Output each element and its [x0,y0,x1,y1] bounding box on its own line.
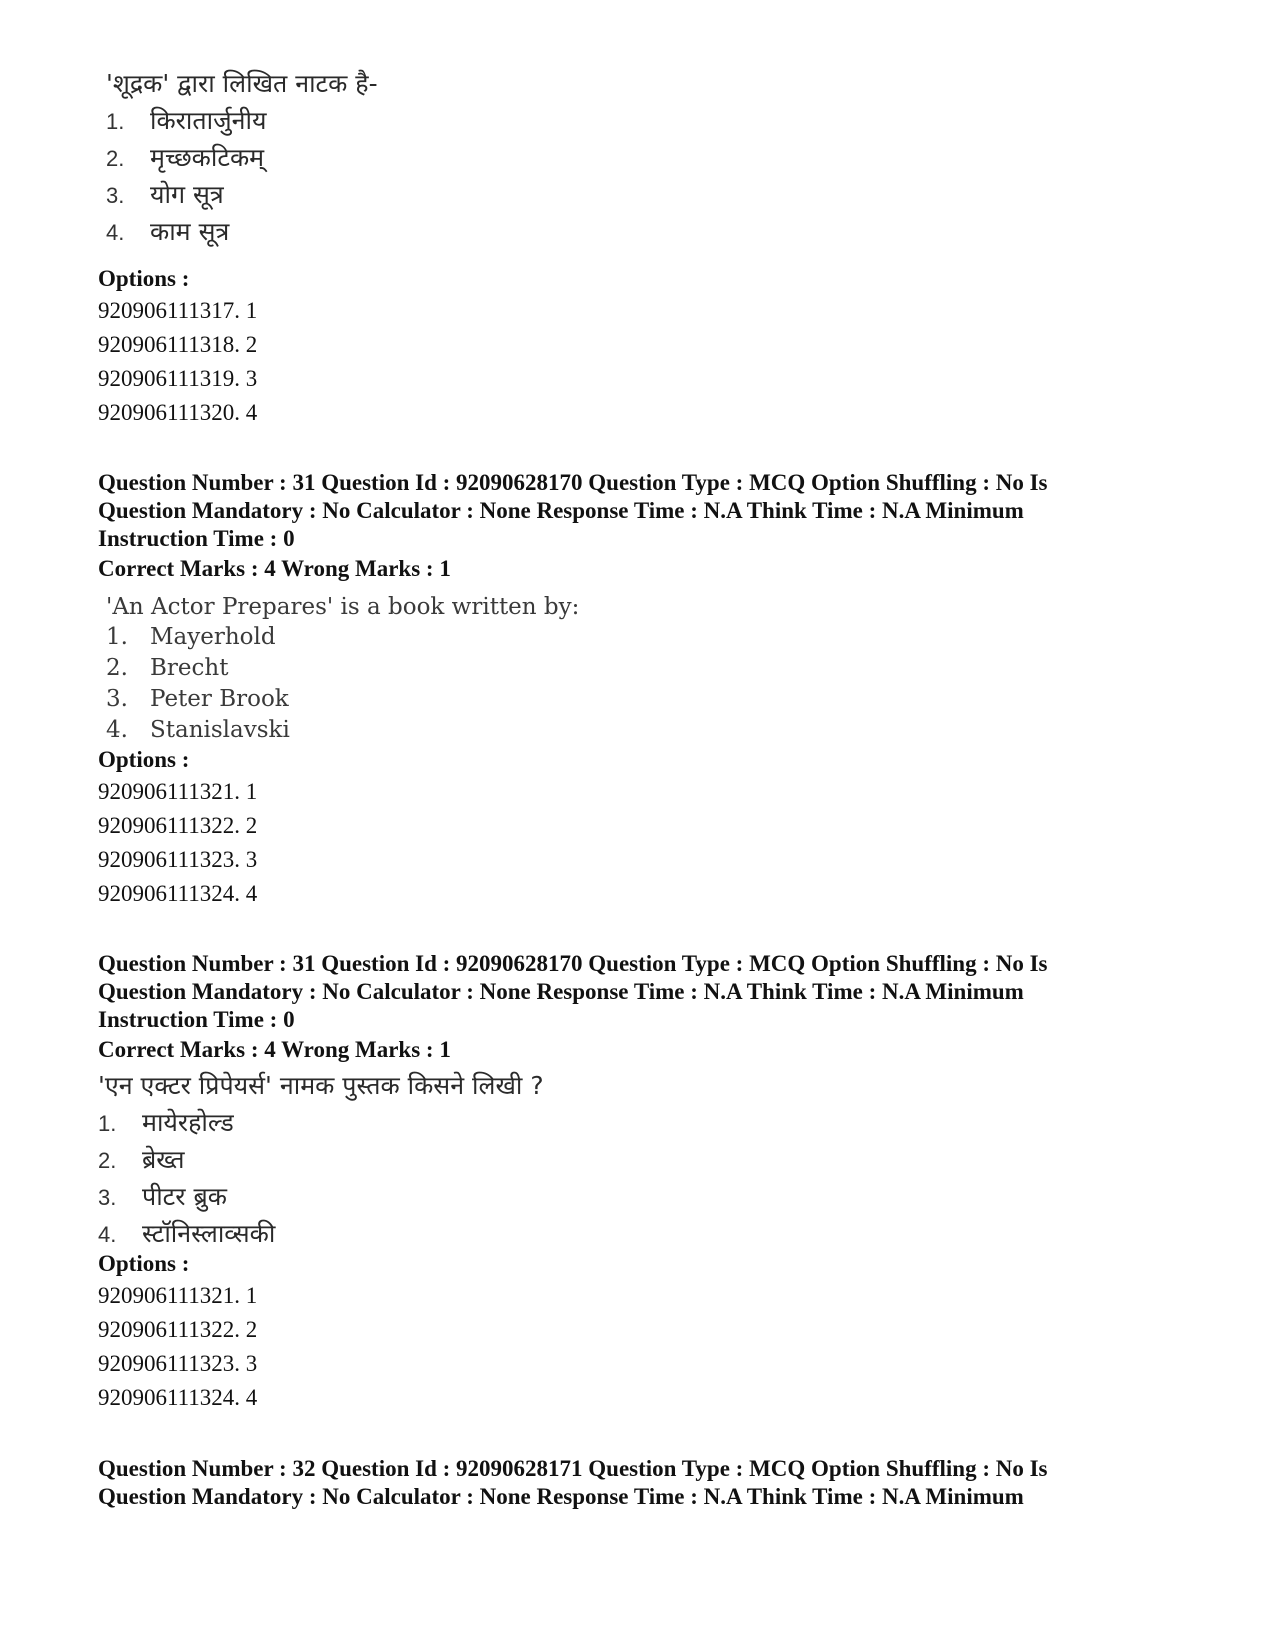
option-number: 2. [106,146,125,171]
option-id: 920906111321. 1 [98,1283,258,1308]
option-id-list [98,779,257,915]
option-number: 2. [106,655,128,681]
option-text: मृच्छकटिकम् [150,143,265,172]
option-id: 920906111320. 4 [98,400,258,425]
option-text: स्टॉनिस्लाव्सकी [142,1219,276,1248]
option-text: काम सूत्र [150,217,230,246]
question-option [98,1215,544,1252]
option-id: 920906111324. 4 [98,1385,258,1410]
option-id-list [98,298,257,434]
option-number: 4. [106,220,125,245]
option-number: 3. [106,183,125,208]
option-text: Peter Brook [150,686,289,712]
option-id-list [98,1283,257,1419]
option-text: ब्रेख्त [142,1145,185,1174]
option-text: पीटर ब्रुक [142,1182,227,1211]
option-id: 920906111319. 3 [98,366,258,391]
question-option [98,1141,544,1178]
option-text: मायेरहोल्ड [142,1108,234,1137]
question-image-hindi-shudraka [106,66,378,250]
question-metadata [98,950,1208,1034]
option-text: Brecht [150,655,229,681]
question-option [98,1178,544,1215]
option-number: 2. [98,1148,117,1173]
options-label: Options : [98,747,190,772]
metadata-line: Question Number : 31 Question Id : 92090628170 Question Type : MCQ Option Shuffling : No Is [98,951,1048,976]
option-number: 1. [98,1111,117,1136]
option-id: 920906111323. 3 [98,847,258,872]
marks-info: Correct Marks : 4 Wrong Marks : 1 [98,1037,451,1062]
metadata-line: Question Mandatory : No Calculator : None Response Time : N.A Think Time : N.A Minimum [98,1484,1024,1509]
question-metadata [98,469,1208,553]
metadata-line: Question Mandatory : No Calculator : None Response Time : N.A Think Time : N.A Minimum [98,498,1024,523]
option-text: Stanislavski [150,717,290,743]
question-option [98,1104,544,1141]
option-number: 1. [106,109,125,134]
question-image-english-actor-prepares [106,592,579,746]
option-number: 3. [106,686,128,712]
question-option [106,102,378,139]
metadata-line: Question Mandatory : No Calculator : None Response Time : N.A Think Time : N.A Minimum [98,979,1024,1004]
option-id: 920906111321. 1 [98,779,258,804]
question-stem: 'An Actor Prepares' is a book written by: [106,594,580,620]
option-text: Mayerhold [150,624,276,650]
metadata-line: Instruction Time : 0 [98,526,295,551]
question-stem: 'शूद्रक' द्वारा लिखित नाटक है- [106,69,378,98]
option-number: 1. [106,624,128,650]
question-image-hindi-actor-prepares [98,1068,544,1252]
options-label: Options : [98,266,190,291]
option-id: 920906111318. 2 [98,332,258,357]
question-option [106,653,579,684]
option-id: 920906111317. 1 [98,298,258,323]
option-number: 4. [106,717,128,743]
question-metadata [98,1455,1208,1511]
option-id: 920906111323. 3 [98,1351,258,1376]
option-id: 920906111322. 2 [98,813,258,838]
question-stem: 'एन एक्टर प्रिपेयर्स' नामक पुस्तक किसने लिखी ? [98,1071,544,1100]
question-option [106,176,378,213]
question-option [106,213,378,250]
option-number: 3. [98,1185,117,1210]
metadata-line: Question Number : 31 Question Id : 92090628170 Question Type : MCQ Option Shuffling : No Is [98,470,1048,495]
metadata-line: Question Number : 32 Question Id : 92090628171 Question Type : MCQ Option Shuffling : No Is [98,1456,1048,1481]
question-option [106,684,579,715]
question-option [106,622,579,653]
options-label: Options : [98,1251,190,1276]
metadata-line: Instruction Time : 0 [98,1007,295,1032]
question-option [106,715,579,746]
option-text: किरातार्जुनीय [150,106,267,135]
option-number: 4. [98,1222,117,1247]
question-option [106,139,378,176]
marks-info: Correct Marks : 4 Wrong Marks : 1 [98,556,451,581]
option-text: योग सूत्र [150,180,224,209]
option-id: 920906111322. 2 [98,1317,258,1342]
option-id: 920906111324. 4 [98,881,258,906]
